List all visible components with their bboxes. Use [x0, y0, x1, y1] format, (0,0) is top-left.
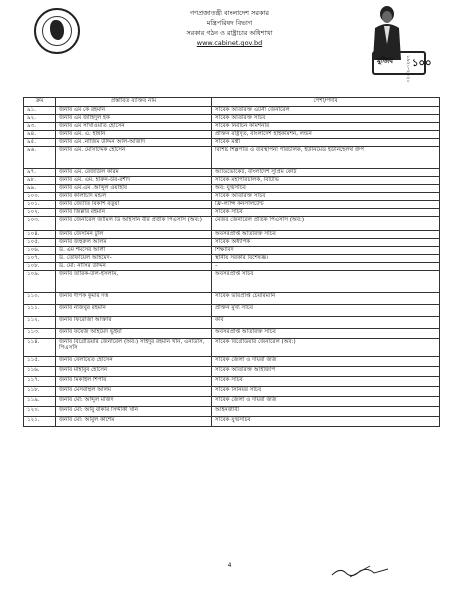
cell-name: জনাব জ্যোতি বিকাশ বড়ুয়া: [56, 200, 212, 208]
cell-serial: ১০৯.: [24, 270, 56, 292]
table-row: [24, 386, 440, 396]
table-row: [24, 376, 440, 386]
cell-occupation: স্থানীয় সরকার বিশেষজ্ঞ।: [212, 254, 440, 262]
cell-name: জনাব এম. মোসাদ্দেক হোসেন: [56, 146, 212, 168]
table-row: [24, 130, 440, 138]
cell-name: জনাব মেসবাহুল আলম: [56, 386, 212, 396]
cell-name: জনাব মিকাইল শিপার: [56, 376, 212, 386]
table-row: [24, 238, 440, 246]
cell-name: জনাব ফিরোজা আক্তার: [56, 316, 212, 328]
table-body: [24, 106, 440, 426]
centenary-text: মুজিব: [377, 57, 394, 65]
cell-occupation: সাবেক নির্বাচন কমিশনার: [212, 122, 440, 130]
cell-serial: ১১৫.: [24, 356, 56, 366]
cell-serial: ১০৬.: [24, 246, 56, 254]
table-row: [24, 366, 440, 376]
cell-occupation: সাবেক সচিব: [212, 376, 440, 386]
cell-name: জনাব এম. রেজাউল করিম: [56, 168, 212, 176]
centenary-years: ১৯২০-২০২০: [405, 55, 411, 83]
header-proposed-name: প্রস্তাবিত ব্যক্তির নাম: [56, 98, 212, 107]
cell-name: জনাব তারিক-উল-ইসলাম,: [56, 270, 212, 292]
table-row: [24, 184, 440, 192]
cell-serial: ১২০.: [24, 406, 56, 416]
table-row: [24, 262, 440, 270]
header-government-name: গণপ্রজাতন্ত্রী বাংলাদেশ সরকার: [190, 9, 269, 17]
table-row: [24, 406, 440, 416]
cell-name: জনাব এম. এ. হান্নান: [56, 130, 212, 138]
cell-occupation: বিশিষ্ট শিল্পপতি ও ব্যবস্থাপনা পরিচালক, ইউনিমেড ইউনিহেলথ গ্রুপ: [212, 146, 440, 168]
table-row: [24, 138, 440, 146]
table-row: [24, 396, 440, 406]
cell-serial: ১১৬.: [24, 366, 56, 376]
cell-occupation: সাবেক সচিব: [212, 208, 440, 216]
cell-occupation: সাবেক বিগ্রেডিয়ার জেনারেল (অব:): [212, 338, 440, 356]
cell-serial: ১১৩.: [24, 328, 56, 338]
cell-serial: ১০০.: [24, 192, 56, 200]
cell-name: জনাব কালাচাঁদ মন্ডল: [56, 192, 212, 200]
table-row: [24, 338, 440, 356]
nominee-table: [23, 97, 440, 427]
cell-name: ড. মো: নাসির উদ্দিন: [56, 262, 212, 270]
cell-serial: ১০৩.: [24, 216, 56, 230]
cell-occupation: মেজর জেনারেল প্রতিক পিএসসি (অব:): [212, 216, 440, 230]
cell-name: জনাব মাহাবুব হোসেন: [56, 366, 212, 376]
table-row: [24, 208, 440, 216]
cell-occupation: সাবেক জেলা ও দায়রা জজ: [212, 356, 440, 366]
header-serial: ক্রম: [24, 98, 56, 107]
cell-name: ড. এম শমসের আলী: [56, 246, 212, 254]
header-website-link[interactable]: www.cabinet.gov.bd: [196, 39, 263, 47]
cell-occupation: অবসরপ্রাপ্ত অতিরিক্ত সচিব: [212, 230, 440, 238]
table-row: [24, 270, 440, 292]
cell-occupation: সাবেক অতিরিক্ত এটর্নী জেনারেল: [212, 106, 440, 114]
cell-serial: ৯৩.: [24, 122, 56, 130]
table-row: [24, 230, 440, 238]
cell-serial: ১১৮.: [24, 386, 56, 396]
centenary-number: ১০০: [412, 58, 432, 69]
cell-name: জনাব এম.এম .আব্দুল ওয়াহাব: [56, 184, 212, 192]
cell-occupation: অব: যুগ্মসচিব: [212, 184, 440, 192]
cell-name: জনাব এম সাখাওয়াত হোসেন: [56, 122, 212, 130]
cell-serial: ১০২.: [24, 208, 56, 216]
table-row: [24, 122, 440, 130]
cell-name: জনাব মো: আবুল কাশেম: [56, 416, 212, 426]
cell-name: জনাব ফয়েজ আহমেদ ভুইয়া: [56, 328, 212, 338]
table-row: [24, 328, 440, 338]
cell-serial: ১১৭.: [24, 376, 56, 386]
table-row: [24, 356, 440, 366]
cell-name: জনাব নজিবুর রহমান: [56, 304, 212, 316]
page-number: 4: [227, 562, 232, 569]
table-row: [24, 416, 440, 426]
table-row: [24, 292, 440, 304]
page-header: [0, 0, 459, 86]
cell-occupation: সাবেক অতিরিক্ত আইজিপি: [212, 366, 440, 376]
cell-occupation: সাবেক অতিরিক্ত সচিব: [212, 192, 440, 200]
cell-occupation: প্রাক্তন মুখ্য সচিব: [212, 304, 440, 316]
cell-serial: ১০৮.: [24, 262, 56, 270]
table-row: [24, 106, 440, 114]
cell-serial: ১১৪.: [24, 338, 56, 356]
cell-serial: ৯৭.: [24, 168, 56, 176]
table-row: [24, 254, 440, 262]
table-row: [24, 114, 440, 122]
cell-occupation: সাবেক যুগ্মসচিব: [212, 416, 440, 426]
cell-serial: ৯৪.: [24, 130, 56, 138]
table-row: [24, 246, 440, 254]
table-row: [24, 200, 440, 208]
cell-serial: ১১০.: [24, 292, 56, 304]
cell-occupation: সাবেক সিনিয়র সচিব: [212, 386, 440, 396]
cell-occupation: প্রাক্তন রাষ্ট্রদূত, বাংলাদেশ হাইকমিশন, লন্ডন: [212, 130, 440, 138]
cell-serial: ৯৯.: [24, 184, 56, 192]
cell-name: জনাব বিগ্রেডিয়ার জেনারেল (অব:) সাইদুর রহমান খান, এনডিসি, পিএসসি: [56, 338, 212, 356]
cell-name: জনাব জিল্লার রহমান: [56, 208, 212, 216]
table-header-row: [24, 98, 440, 107]
table-row: [24, 216, 440, 230]
cell-occupation: কবি: [212, 316, 440, 328]
cell-name: জনাব জহুরুল আলম: [56, 238, 212, 246]
cell-name: জনাব জেসমিন টুলি: [56, 230, 212, 238]
cell-occupation: শিক্ষাবিদ: [212, 246, 440, 254]
cell-occupation: সাবেক জেলা ও দায়রা জজ: [212, 396, 440, 406]
signature-icon: [330, 563, 390, 581]
cell-serial: ১২১.: [24, 416, 56, 426]
cell-name: জনাব দীপক কুমার দত্ত: [56, 292, 212, 304]
table-row: [24, 146, 440, 168]
cell-name: জনাব এম. এম. হারুন-উর-রশীদ: [56, 176, 212, 184]
cell-name: জনাব বেলায়েত হোসেন: [56, 356, 212, 366]
cell-occupation: অ্যাডভোকেট, বাংলাদেশ সুপ্রিম কোর্ট: [212, 168, 440, 176]
cell-occupation: অবসরপ্রাপ্ত সচিব: [212, 270, 440, 292]
table-row: [24, 168, 440, 176]
cell-serial: ৯২.: [24, 114, 56, 122]
cell-serial: ১০৫.: [24, 238, 56, 246]
header-occupation: পেশা/পদবি: [212, 98, 440, 107]
table-row: [24, 176, 440, 184]
cell-name: ড. তোফায়েল আহমেদ-: [56, 254, 212, 262]
cell-name: জনাব মো: আবু বাকার সিদ্দীকী খান: [56, 406, 212, 416]
cell-occupation: ফ্রি-ল্যান্স কনসালটেন্ট: [212, 200, 440, 208]
cell-occupation: সাবেক অধ্যাপক: [212, 238, 440, 246]
cell-occupation: সাবেক মহাপরিচালক, বিটিভি: [212, 176, 440, 184]
cell-occupation: অবসরপ্রাপ্ত অতিরিক্ত সচিব: [212, 328, 440, 338]
header-division-name: মন্ত্রিপরিষদ বিভাগ: [206, 19, 253, 27]
cell-name: জনাব এম .নাজিম উদ্দিন আল-আজাদ: [56, 138, 212, 146]
cell-name: জনাব এম কে রহমান: [56, 106, 212, 114]
table-row: [24, 316, 440, 328]
cell-occupation: সাবেক অতিরিক্ত সচিব: [212, 114, 440, 122]
table-row: [24, 192, 440, 200]
cell-occupation: সাবেক ভারপ্রাপ্ত চেয়ারম্যান: [212, 292, 440, 304]
cell-serial: ১১৯.: [24, 396, 56, 406]
header-section-name: সরকার গঠন ও রাষ্ট্রাচার অধিশাখা: [186, 29, 273, 37]
cell-serial: ৯১.: [24, 106, 56, 114]
cell-serial: ১০৭.: [24, 254, 56, 262]
cell-serial: ৯৬.: [24, 146, 56, 168]
cell-occupation: সাবেক মন্ত্রী: [212, 138, 440, 146]
table-row: [24, 304, 440, 316]
cell-name: জনাব এম জাহিদুল হক: [56, 114, 212, 122]
cell-occupation: –: [212, 262, 440, 270]
cell-serial: ৯৮.: [24, 176, 56, 184]
cell-occupation: আইনজীবী: [212, 406, 440, 416]
cell-name: জনাব জেনারেল জামিল ডি আহসান বীর প্রতীক পিএসসি (অব:): [56, 216, 212, 230]
mujib-centenary-logo: [372, 51, 432, 83]
cell-serial: ৯৫.: [24, 138, 56, 146]
cell-serial: ১১২.: [24, 316, 56, 328]
cell-serial: ১০১.: [24, 200, 56, 208]
cell-name: জনাব মো: আব্দুল মজিদ: [56, 396, 212, 406]
cell-serial: ১১১.: [24, 304, 56, 316]
cell-serial: ১০৪.: [24, 230, 56, 238]
